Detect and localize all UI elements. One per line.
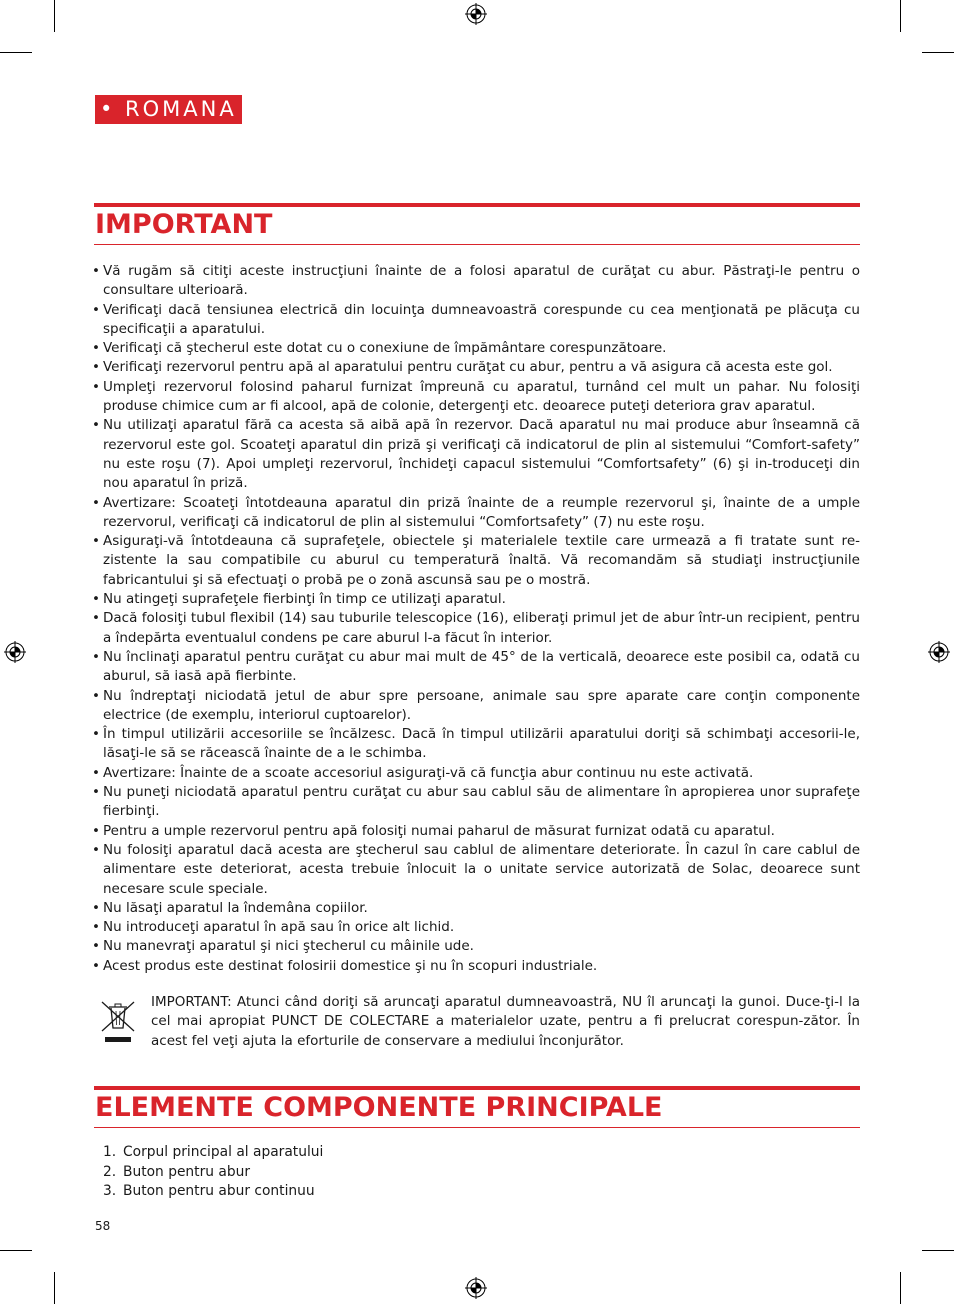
language-tag: • ROMANA: [95, 95, 242, 124]
warning-item: • Asiguraţi-vă întotdeauna că suprafeţele, obiectele şi materialele textile care urmează a fi tratate sunt re-zistente la sau compatibile cu aburul cu temperatură înaltă. Vă recomandăm să studiaţi instrucţiunile fabricantului şi să efectuaţi o probă pe o zonă ascunsă sau pe o mostră.: [91, 532, 860, 590]
registration-mark-icon: [465, 1277, 487, 1299]
list-item: [100, 1143, 323, 1163]
warning-item: • Pentru a umple rezervorul pentru apă folosiţi numai paharul de măsurat furnizat odată cu aparatul.: [91, 822, 860, 841]
item-number: 3.: [103, 1183, 117, 1199]
warning-item: • Avertizare: Înainte de a scoate accesoriul asiguraţi-vă că funcţia abur continuu nu este activată.: [91, 764, 860, 783]
warning-item: • Verificaţi rezervorul pentru apă al aparatului pentru curăţat cu abur, pentru a vă asigura că acesta este gol.: [91, 358, 860, 377]
item-number: 2.: [103, 1163, 117, 1180]
item-label: Buton pentru abur: [123, 1163, 251, 1180]
components-heading: ELEMENTE COMPONENTE PRINCIPALE: [95, 1092, 663, 1123]
warning-item: • Dacă folosiţi tubul flexibil (14) sau tuburile telescopice (16), eliberaţi primul jet de abur într-un recipient, pentru a îndepărta eventualul condens pe care aburul l-a făcut în interior.: [91, 609, 860, 648]
crossed-out-bin-icon: [101, 999, 135, 1043]
warning-item: • Verificaţi că ştecherul este dotat cu o conexiune de împământare corespunzătoare.: [91, 339, 860, 358]
disposal-text: IMPORTANT: Atunci când doriţi să aruncaţi aparatul dumneavoastră, NU îl aruncaţi la gunoi. Duce-ţi-l la cel mai apropiat PUNCT DE COLECTARE a materialelor uzate, pentru a fi prelucrat corespun-zător. În acest fel veţi ajuta la eforturile de conservare a mediului înconjurător.: [151, 994, 860, 1049]
warning-item: • Acest produs este destinat folosirii domestice şi nu în scopuri industriale.: [91, 957, 860, 976]
warning-item: • Nu utilizaţi aparatul fără ca acesta să aibă apă în rezervor. Dacă aparatul nu mai produce abur înseamnă că rezervorul este gol. Scoateţi aparatul din priză şi verificaţi că indicatorul de plin al sistemului “Comfort-safety” nu este roşu (7). Apoi umpleţi rezervorul, închideţi capacul sistemului “Comfortsafety” (6) şi in-troduceţi din nou aparatul în priză.: [91, 416, 860, 493]
registration-mark-icon: [4, 641, 26, 663]
list-item: [100, 1163, 323, 1183]
crop-mark: [0, 1250, 32, 1251]
disposal-note: [95, 993, 860, 1058]
crop-mark: [922, 52, 954, 53]
warning-item: • Nu introduceţi aparatul în apă sau în orice alt lichid.: [91, 918, 860, 937]
page-number: 58: [95, 1219, 111, 1233]
registration-mark-icon: [465, 3, 487, 25]
section-underline: [94, 244, 860, 245]
important-heading: IMPORTANT: [95, 209, 273, 240]
warning-item: • În timpul utilizării accesoriile se încălzesc. Dacă în timpul utilizării aparatului doriţi să schimbaţi accesorii-le, lăsaţi-le să se răcească înainte de a le schimba.: [91, 725, 860, 764]
section-top-bar: [94, 203, 860, 207]
crop-mark: [922, 1250, 954, 1251]
registration-mark-icon: [928, 641, 950, 663]
crop-mark: [900, 0, 901, 32]
warning-item: • Nu lăsaţi aparatul la îndemâna copiilor.: [91, 899, 860, 918]
crop-mark: [54, 1272, 55, 1304]
section-underline: [94, 1127, 860, 1128]
item-label: Buton pentru abur continuu: [123, 1183, 315, 1199]
components-list: [100, 1143, 323, 1202]
warning-item: • Nu înclinaţi aparatul pentru curăţat cu abur mai mult de 45° de la verticală, deoarece este posibil ca, odată cu aburul, să iasă apă fierbinte.: [91, 648, 860, 687]
crop-mark: [0, 52, 32, 53]
item-label: Corpul principal al aparatului: [123, 1144, 324, 1160]
crop-mark: [900, 1272, 901, 1304]
warning-item: • Nu îndreptaţi niciodată jetul de abur spre persoane, animale sau spre aparate care conţin componente electrice (de exemplu, interiorul cuptoarelor).: [91, 687, 860, 726]
warning-item: • Nu puneţi niciodată aparatul pentru curăţat cu abur sau cablul său de alimentare în apropierea unor suprafeţe fierbinţi.: [91, 783, 860, 822]
item-number: 1.: [103, 1144, 117, 1160]
section-top-bar: [94, 1086, 860, 1090]
warning-item: • Nu manevraţi aparatul şi nici ştecherul cu mâinile ude.: [91, 937, 860, 956]
warning-item: • Umpleţi rezervorul folosind paharul furnizat împreună cu aparatul, turnând cel mult un pahar. Nu folosiţi produse chimice cum ar fi alcool, apă de colonie, detergenţi etc. deoarece puteţi deteriora grav aparatul.: [91, 378, 860, 417]
crop-mark: [54, 0, 55, 32]
list-item: [100, 1182, 323, 1202]
warning-item: • Nu folosiţi aparatul dacă acesta are ştecherul sau cablul de alimentare deteriorate. În cazul în care cablul de alimentare este deteriorat, acesta trebuie înlocuit la o unitate service autorizată de Solac, deoarece sunt necesare scule speciale.: [91, 841, 860, 899]
warning-item: • Vă rugăm să citiţi aceste instrucţiuni înainte de a folosi aparatul de curăţat cu abur. Păstraţi-le pentru o consultare ulterioară.: [91, 262, 860, 301]
warnings-list: [91, 262, 860, 976]
warning-item: • Nu atingeţi suprafeţele fierbinţi în timp ce utilizaţi aparatul.: [91, 590, 860, 609]
warning-item: • Verificaţi dacă tensiunea electrică din locuinţa dumneavoastră corespunde cu cea menţionată pe plăcuţa cu specificaţii a aparatului.: [91, 301, 860, 340]
warning-item: • Avertizare: Scoateţi întotdeauna aparatul din priză înainte de a reumple rezervorul şi, înainte de a umple rezervorul, verificaţi că indicatorul de plin al sistemului “Comfortsafety” (7) nu este roşu.: [91, 494, 860, 533]
